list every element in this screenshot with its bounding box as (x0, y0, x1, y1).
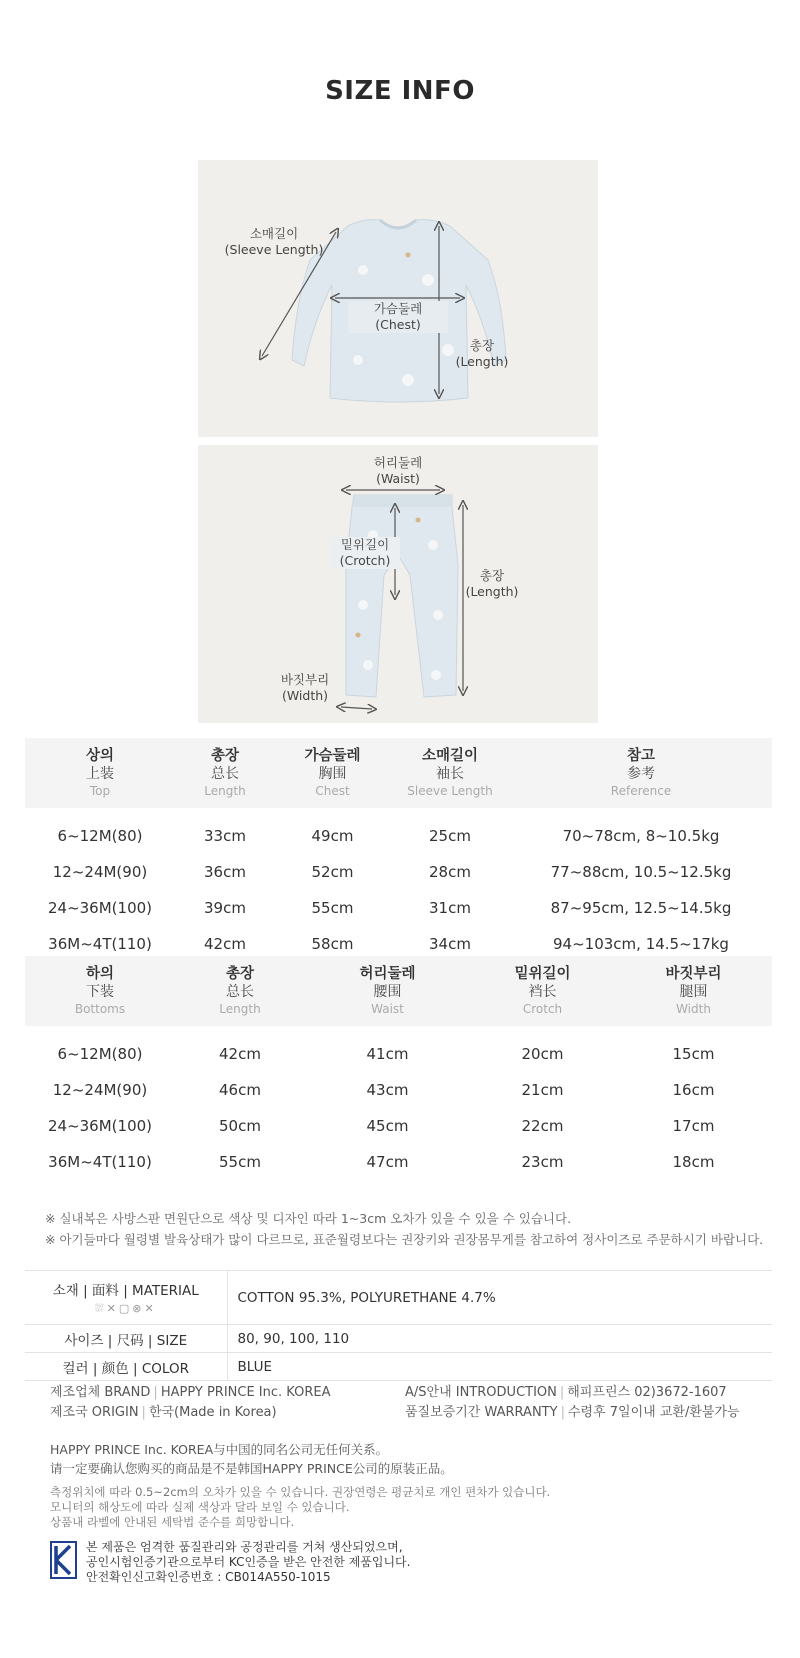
material-label: 소재 | 面料 | MATERIAL ⛆✕▢⊗✕ (25, 1271, 227, 1325)
as-line: A/S안내 INTRODUCTION | 해피프린스 02)3672-1607 (405, 1385, 727, 1400)
crotch-label: 밑위길이 (Crotch) (330, 537, 400, 569)
table-row (25, 1144, 772, 1180)
waist-label: 허리둘레 (Waist) (373, 455, 423, 486)
table-cell: 58cm (311, 935, 354, 953)
table-cell: 46cm (219, 1081, 261, 1099)
note-line: ※ 아기들마다 월령별 발육상태가 많이 다르므로, 표준월령보다는 권장키와 권장몸무게를 참고하여 정사이즈로 주문하시기 바랍니다. (45, 1232, 764, 1247)
table-cell (25, 1026, 772, 1036)
page-title: SIZE INFO (325, 76, 475, 106)
table-cell: 47cm (366, 1153, 409, 1171)
table-cell: 6~12M(80) (57, 827, 143, 845)
table-cell: 55cm (311, 899, 354, 917)
small-notes: 측정위치에 따라 0.5~2cm의 오차가 있을 수 있습니다. 권장연령은 평균치로 개인 편차가 있습니다. 모니터의 해상도에 따라 실제 색상과 달라 보일 수 있습니다. 상품내 라벨에 안내된 세탁법 준수를 희망합니다. (50, 1485, 551, 1529)
table-cell: 20cm (521, 1045, 564, 1063)
sleeve-length-label: 소매길이 (Sleeve Length) (224, 226, 324, 257)
warranty-line: 품질보증기간 WARRANTY | 수령후 7일이내 교환/환불가능 (405, 1405, 740, 1420)
size-row (25, 1325, 772, 1353)
table-cell: 87~95cm, 12.5~14.5kg (550, 899, 732, 917)
origin-line: 제조국 ORIGIN | 한국(Made in Korea) (50, 1405, 277, 1420)
table-row (25, 1072, 772, 1108)
table-row (25, 1108, 772, 1144)
table-cell: 77~88cm, 10.5~12.5kg (550, 863, 732, 881)
table-cell: 42cm (219, 1045, 261, 1063)
size-label: 사이즈 | 尺码 | SIZE (25, 1325, 227, 1353)
table-cell: 24~36M(100) (47, 899, 153, 917)
table-header-row (25, 738, 772, 808)
header-cell: 총장 总长 Length (175, 738, 275, 808)
header-cell: 참고 参考 Reference (510, 738, 772, 808)
note-line: ※ 실내복은 사방스판 면원단으로 색상 및 디자인 따라 1~3cm 오차가 있을 수 있을 수 있습니다. (45, 1211, 572, 1226)
table-cell: 33cm (204, 827, 246, 845)
table-row (25, 854, 772, 890)
material-row (25, 1271, 772, 1325)
top-size-table (25, 738, 772, 962)
table-cell: 55cm (219, 1153, 261, 1171)
header-cell: 하의 下装 Bottoms (25, 956, 175, 1026)
table-cell: 6~12M(80) (57, 1045, 143, 1063)
table-cell: 41cm (366, 1045, 409, 1063)
header-cell: 가슴둘레 胸围 Chest (275, 738, 390, 808)
table-cell: 36M~4T(110) (48, 935, 152, 953)
table-cell (25, 808, 772, 818)
width-label: 바짓부리 (Width) (280, 672, 330, 703)
table-cell: 24~36M(100) (47, 1117, 153, 1135)
kc-mark-icon (50, 1541, 77, 1579)
table-cell: 31cm (429, 899, 471, 917)
header-cell: 상의 上装 Top (25, 738, 175, 808)
as-warranty-info (405, 1383, 740, 1423)
spec-table (25, 1270, 772, 1381)
pants-photo (198, 445, 598, 723)
table-cell: 15cm (672, 1045, 715, 1063)
top-garment-photo (198, 160, 598, 437)
table-cell: 18cm (672, 1153, 715, 1171)
brand-line: 제조업체 BRAND | HAPPY PRINCE Inc. KOREA (50, 1385, 331, 1400)
table-cell: 43cm (366, 1081, 409, 1099)
table-cell: 49cm (311, 827, 354, 845)
header-cell: 바짓부리 腿围 Width (615, 956, 772, 1026)
size-notes (45, 1208, 763, 1250)
table-cell: 94~103cm, 14.5~17kg (553, 935, 729, 953)
table-row (25, 818, 772, 854)
table-cell: 28cm (429, 863, 471, 881)
table-header-row (25, 956, 772, 1026)
table-cell: 36M~4T(110) (48, 1153, 152, 1171)
table-cell: 70~78cm, 8~10.5kg (562, 827, 720, 845)
table-cell: 16cm (672, 1081, 715, 1099)
table-cell: 23cm (521, 1153, 564, 1171)
table-row (25, 890, 772, 926)
table-cell: 36cm (204, 863, 246, 881)
kc-certification-text: 본 제품은 엄격한 품질관리와 공정관리를 거쳐 생산되었으며, 공인시험인증기관으로부터 KC인증을 받은 안전한 제품입니다. 안전확인신고확인증번호 : CB014A550-1015 (86, 1540, 411, 1584)
table-cell: 45cm (366, 1117, 409, 1135)
top-garment-illustration (198, 160, 598, 437)
table-cell: 42cm (204, 935, 246, 953)
header-cell: 총장 总长 Length (175, 956, 305, 1026)
china-notice: HAPPY PRINCE Inc. KOREA与中国的同名公司无任何关系。 请一定要确认您购买的商品是不是韩国HAPPY PRINCE公司的原装正品。 (50, 1442, 453, 1476)
table-cell: 39cm (204, 899, 246, 917)
table-cell: 22cm (521, 1117, 564, 1135)
table-cell: 50cm (219, 1117, 261, 1135)
table-cell: 17cm (672, 1117, 715, 1135)
table-cell: 21cm (521, 1081, 564, 1099)
chest-label: 가슴둘레 (Chest) (348, 301, 448, 333)
table-cell: 52cm (311, 863, 354, 881)
pants-length-label: 총장 (Length) (465, 568, 519, 599)
brand-origin-info (50, 1383, 330, 1423)
table-cell: 34cm (429, 935, 471, 953)
table-cell: 12~24M(90) (52, 863, 148, 881)
material-value: COTTON 95.3%, POLYURETHANE 4.7% (227, 1271, 772, 1325)
care-symbols-icon: ⛆✕▢⊗✕ (94, 1302, 157, 1315)
header-cell: 밑위길이 裆长 Crotch (470, 956, 615, 1026)
table-cell: 12~24M(90) (52, 1081, 148, 1099)
color-row (25, 1353, 772, 1381)
header-cell: 허리둘레 腰围 Waist (305, 956, 470, 1026)
table-row (25, 1036, 772, 1072)
top-length-label: 총장 (Length) (455, 338, 509, 369)
size-value: 80, 90, 100, 110 (227, 1325, 772, 1353)
color-label: 컬러 | 颜色 | COLOR (25, 1353, 227, 1381)
header-cell: 소매길이 袖长 Sleeve Length (390, 738, 510, 808)
table-cell: 25cm (429, 827, 471, 845)
color-value: BLUE (227, 1353, 772, 1381)
bottom-size-table (25, 956, 772, 1180)
